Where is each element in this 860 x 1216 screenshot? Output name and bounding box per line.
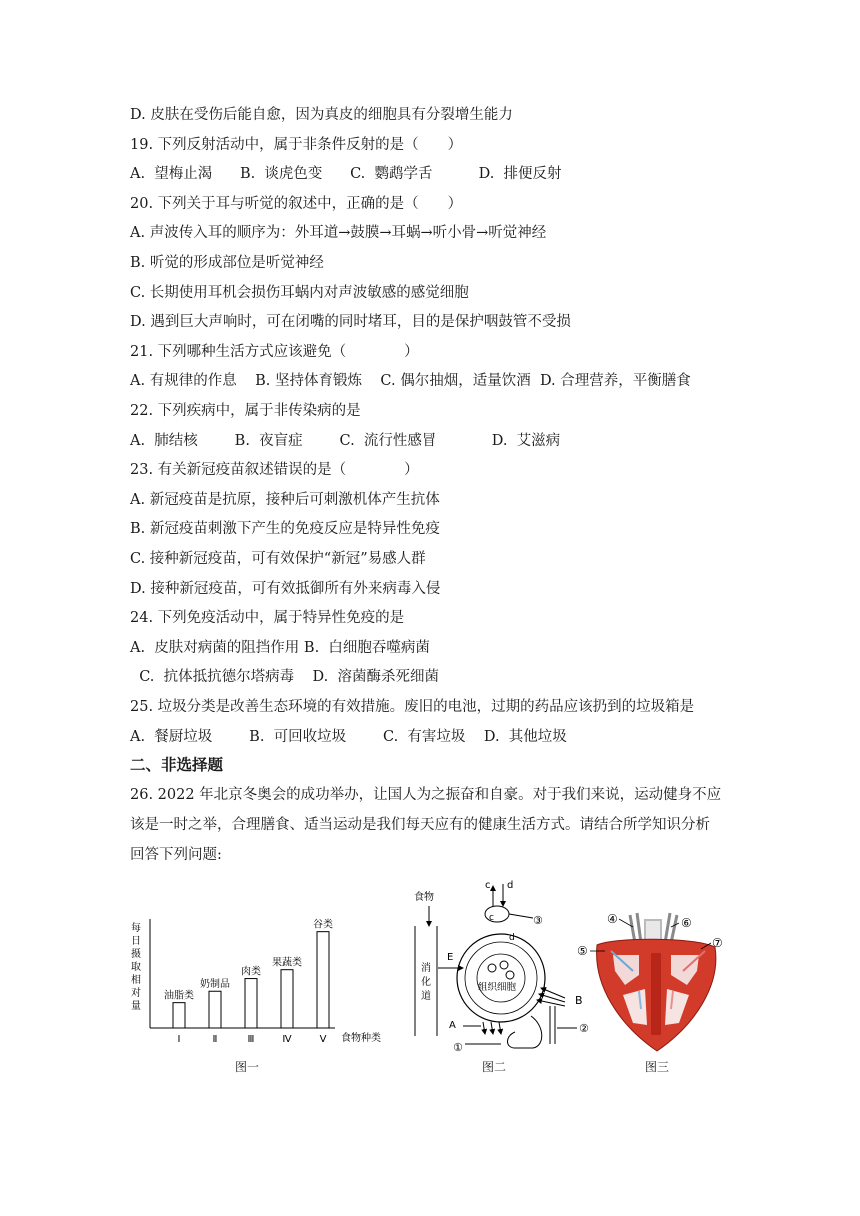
fig1-bar [317, 932, 329, 1028]
q26-line: 回答下列问题: [130, 847, 222, 863]
fig1-y-label-char: 摄 [131, 949, 141, 960]
text-line: 19. 下列反射活动中，属于非条件反射的是（ ） [130, 136, 463, 153]
text-line: B. 听觉的形成部位是听觉神经 [130, 255, 324, 271]
fig1-y-label-char: 每 [131, 923, 141, 934]
fig1-y-label [131, 921, 141, 1012]
fig3-label-4: ④ [607, 912, 618, 926]
fig2-label-1: ① [453, 1041, 463, 1054]
text-line: 23. 有关新冠疫苗叙述错误的是（ ） [130, 462, 419, 479]
fig2-tissue-cells [477, 954, 525, 1002]
fig1-bar-label: 奶制品 [200, 979, 230, 991]
fig2-caption: 图二 [482, 1060, 507, 1074]
fig2-tissue-label: 组织细胞 [478, 982, 517, 993]
fig1-bar [281, 970, 293, 1028]
text-line: A. 有规律的作息 B. 坚持体育锻炼 C. 偶尔抽烟，适量饮酒 D. 合理营养，平衡膳食 [130, 373, 691, 390]
fig1-tick-label: Ⅴ [319, 1034, 327, 1045]
text-line: B. 新冠疫苗刺激下产生的免疫反应是特异性免疫 [130, 521, 440, 538]
fig1-y-label-char: 对 [131, 988, 141, 999]
text-line: 22. 下列疾病中，属于非传染病的是 [130, 403, 361, 419]
fig2-label-3: ③ [533, 914, 543, 927]
text-line: D. 接种新冠疫苗，可有效抵御所有外来病毒入侵 [130, 580, 441, 597]
fig1-bar-label: 果蔬类 [272, 957, 302, 969]
fig1-bar [173, 1003, 185, 1028]
fig2-label-A: A [449, 1020, 456, 1031]
section-heading: 二、非选择题 [130, 756, 224, 774]
fig2-label-d1: d [507, 880, 514, 891]
text-line: A. 望梅止渴 B. 谈虎色变 C. 鹦鹉学舌 D. 排便反射 [130, 166, 562, 183]
fig3-heart [575, 905, 740, 1055]
fig2-body-circle [457, 934, 545, 1022]
text-line: A. 餐厨垃圾 B. 可回收垃圾 C. 有害垃圾 D. 其他垃圾 [130, 728, 567, 745]
fig2-digestive-label-1: 消 [421, 963, 431, 974]
text-line: A. 肺结核 B. 夜盲症 C. 流行性感冒 D. 艾滋病 [130, 432, 561, 449]
figure-1 [125, 895, 395, 1055]
fig2-label-B: B [575, 994, 583, 1007]
text-line: 24. 下列免疫活动中，属于特异性免疫的是 [130, 610, 405, 627]
fig2-digestive-label-2: 化 [421, 977, 431, 988]
fig1-tick-label: Ⅳ [282, 1034, 292, 1045]
fig1-bar [245, 979, 257, 1028]
text-line: C. 长期使用耳机会损伤耳蜗内对声波敏感的感觉细胞 [130, 284, 469, 301]
fig2-digestive-label-3: 道 [421, 991, 431, 1002]
fig1-y-label-char: 相 [131, 975, 141, 986]
text-line: A. 新冠疫苗是抗原，接种后可刺激机体产生抗体 [130, 491, 440, 508]
fig3-caption: 图三 [645, 1060, 670, 1074]
fig2-label-E: E [447, 952, 454, 963]
fig3-label-6: ⑥ [681, 916, 692, 930]
text-line: D. 遇到巨大声响时，可在闭嘴的同时堵耳，目的是保护咽鼓管不受损 [130, 314, 571, 331]
figure-2 [405, 876, 600, 1056]
fig1-bar-label: 油脂类 [164, 990, 194, 1002]
q26-line: 该是一时之举，合理膳食、适当运动是我们每天应有的健康生活方式。请结合所学知识分析 [130, 817, 710, 833]
fig1-bar-label: 谷类 [313, 919, 333, 931]
fig1-tick-label: Ⅱ [212, 1034, 218, 1045]
text-line: C. 抗体抵抗德尔塔病毒 D. 溶菌酶杀死细菌 [130, 669, 439, 686]
fig1-y-label-char: 取 [131, 962, 141, 973]
text-line: A. 皮肤对病菌的阻挡作用 B. 白细胞吞噬病菌 [130, 639, 430, 656]
fig1-bar-chart [125, 895, 395, 1055]
fig1-tick-label: Ⅰ [177, 1034, 181, 1045]
fig3-label-5: ⑤ [577, 944, 588, 958]
fig1-bar [209, 991, 221, 1028]
figure-3 [575, 905, 740, 1055]
q26-line: 26. 2022 年北京冬奥会的成功举办，让国人为之振奋和自豪。对于我们来说，运动健身不应 [130, 787, 722, 803]
text-line: 20. 下列关于耳与听觉的叙述中，正确的是（ ） [130, 195, 463, 212]
text-line: 21. 下列哪种生活方式应该避免（ ） [130, 343, 419, 360]
fig1-tick-label: Ⅲ [247, 1034, 255, 1045]
fig1-caption: 图一 [235, 1060, 260, 1074]
text-line: D. 皮肤在受伤后能自愈，因为真皮的细胞具有分裂增生能力 [130, 107, 513, 123]
text-line: 25. 垃圾分类是改善生态环境的有效措施。废旧的电池，过期的药品应该扔到的垃圾箱是 [130, 699, 695, 715]
text-line: C. 接种新冠疫苗，可有效保护“新冠”易感人群 [130, 551, 426, 567]
fig2-label-2: ② [579, 1022, 589, 1035]
fig2-label-c1: c [485, 880, 491, 891]
fig2-food-label: 食物 [414, 892, 434, 903]
fig2-diagram [405, 876, 600, 1056]
fig1-y-label-char: 量 [131, 1001, 141, 1012]
fig1-x-label: 食物种类 [341, 1033, 381, 1044]
fig3-label-7: ⑦ [712, 936, 723, 950]
fig2-label-c2: c [489, 913, 494, 923]
fig1-bar-label: 肉类 [241, 966, 261, 978]
fig2-label-d2: d [509, 933, 515, 943]
text-line: A. 声波传入耳的顺序为：外耳道→鼓膜→耳蜗→听小骨→听觉神经 [130, 225, 547, 242]
fig1-y-label-char: 日 [131, 936, 141, 947]
